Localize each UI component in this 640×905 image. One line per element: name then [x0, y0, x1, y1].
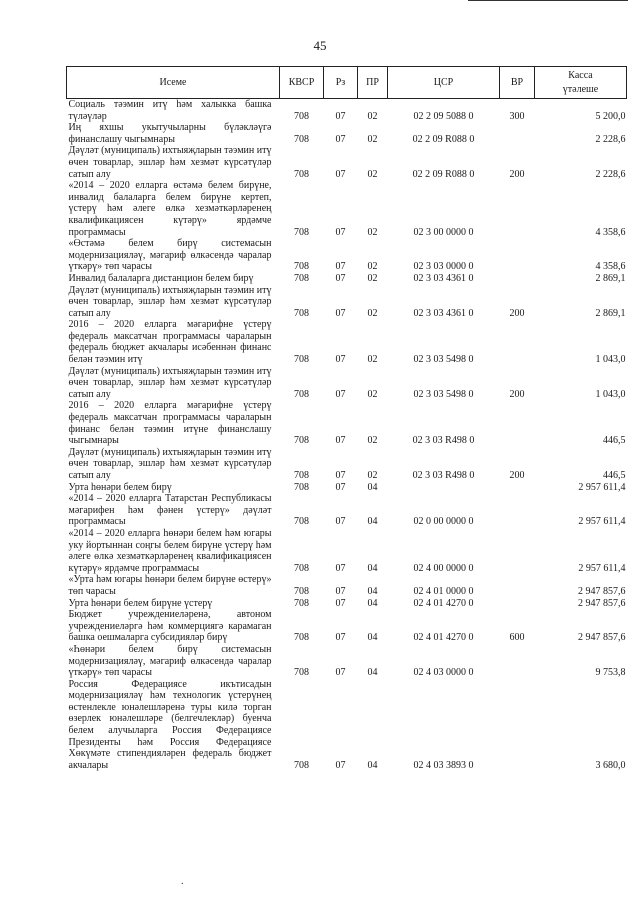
col-header-csr: ЦСР [388, 67, 500, 99]
cell-vr [500, 598, 535, 610]
table-row [67, 238, 627, 273]
cell-name: Социаль тәэмин итү һәм халыкка башка түләүләр [68, 99, 272, 122]
cell-name: «2014 – 2020 елларга һөнәри белем һәм югары уку йортыннан соңгы белем бирүне үстерү һәм әлеге өлкә хезмәткәрләренең квалификациясен күтәрү» ярдәмче программасы [68, 527, 272, 574]
table-row [67, 122, 627, 145]
cell-pr: 02 [367, 388, 378, 400]
cell-amount: 1 043,0 [595, 388, 626, 400]
cell-rz: 07 [335, 272, 346, 284]
cell-name: Дәүләт (муниципаль) ихтыяҗларын тәэмин итү өчен товарлар, эшләр һәм хезмәт күрсәтүләр сатып алу [68, 446, 272, 481]
cell-name: Урта һөнәри белем бирү [68, 481, 172, 493]
cell-pr: 04 [367, 759, 378, 771]
cell-amount: 4 358,6 [595, 261, 626, 273]
cell-name: Дәүләт (муниципаль) ихтыяҗларын тәэмин итү өчен товарлар, эшләр һәм хезмәт күрсәтүләр сатып алу [68, 145, 272, 180]
cell-name: Инвалид балаларга дистанцион белем бирү [68, 272, 254, 284]
cell-pr: 04 [367, 481, 378, 493]
top-rule [468, 0, 628, 1]
cell-pr: 02 [367, 272, 378, 284]
cell-name: «2014 – 2020 елларга Татарстан Республикасы мәгарифен һәм фәнен үстерү» дәүләт программасы [68, 493, 272, 528]
cell-vr [500, 238, 535, 273]
cell-csr: 02 2 09 R088 0 [412, 168, 475, 180]
cell-rz: 07 [335, 597, 346, 609]
col-header-cash-line1: Касса [568, 69, 593, 81]
cell-vr: 200 [509, 168, 525, 180]
cell-name: «Һөнәри белем бирү системасын модернизацияләү, мәгариф өлкәсендә чаралар үткәрү» төп чарасы [68, 643, 272, 679]
cell-vr [500, 319, 535, 365]
table-row [67, 319, 627, 365]
cell-pr: 04 [367, 667, 378, 679]
cell-rz: 07 [335, 759, 346, 771]
cell-name: Дәүләт (муниципаль) ихтыяҗларын тәэмин итү өчен товарлар, эшләр һәм хезмәт күрсәтүләр сатып алу [68, 365, 272, 400]
table-row [67, 285, 627, 320]
cell-pr: 02 [367, 261, 378, 273]
cell-vr: 600 [509, 632, 525, 644]
cell-amount: 2 957 611,4 [578, 516, 626, 528]
cell-rz: 07 [335, 481, 346, 493]
cell-name: Урта һөнәри белем бирүне үстерү [68, 597, 213, 609]
cell-pr: 04 [367, 632, 378, 644]
cell-kvsr: 708 [294, 261, 309, 273]
cell-pr: 02 [367, 133, 378, 145]
cell-csr: 02 3 03 R498 0 [412, 435, 475, 447]
table-body [67, 99, 627, 772]
cell-csr: 02 4 00 0000 0 [413, 562, 474, 574]
cell-vr: 200 [509, 388, 525, 400]
cell-csr: 02 4 03 3893 0 [413, 759, 474, 771]
cell-vr: 200 [509, 307, 525, 319]
cell-csr: 02 2 09 R088 0 [412, 133, 475, 145]
col-header-kvsr: КВСР [280, 67, 324, 99]
table-row [67, 609, 627, 644]
cell-pr: 02 [367, 110, 378, 122]
cell-amount: 1 043,0 [595, 354, 626, 366]
col-header-cash-line2: үтәлеше [562, 83, 599, 95]
cell-rz: 07 [335, 585, 346, 597]
cell-name: 2016 – 2020 елларга мәгарифне үстерү федераль максатчан программасы чараларын федераль бюджет акчалары исәбеннән финанс белән тәэмин итү [68, 319, 272, 366]
table-row [67, 679, 627, 772]
table-row [67, 145, 627, 180]
cell-csr: 02 3 03 5498 0 [413, 388, 474, 400]
col-header-vr: ВР [500, 67, 535, 99]
cell-vr [500, 180, 535, 238]
cell-kvsr: 708 [294, 168, 309, 180]
cell-amount: 446,5 [603, 435, 626, 447]
cell-name: Дәүләт (муниципаль) ихтыяҗларын тәэмин итү өчен товарлар, эшләр һәм хезмәт күрсәтүләр сатып алу [68, 284, 272, 319]
cell-amount: 5 200,0 [595, 110, 626, 122]
cell-kvsr: 708 [294, 632, 309, 644]
cell-vr [500, 122, 535, 145]
table-row [67, 482, 627, 494]
cell-rz: 07 [335, 435, 346, 447]
cell-kvsr: 708 [294, 354, 309, 366]
cell-amount: 2 947 857,6 [578, 585, 626, 597]
cell-amount: 2 947 857,6 [578, 597, 626, 609]
cell-rz: 07 [335, 226, 346, 238]
cell-amount: 2 228,6 [595, 133, 626, 145]
cell-kvsr: 708 [294, 272, 309, 284]
cell-csr: 02 3 03 0000 0 [413, 261, 474, 273]
cell-kvsr: 708 [294, 226, 309, 238]
cell-vr [500, 574, 535, 597]
cell-amount: 2 869,1 [595, 272, 626, 284]
cell-rz: 07 [335, 168, 346, 180]
table-row [67, 528, 627, 574]
cell-rz: 07 [335, 354, 346, 366]
cell-csr: 02 3 03 R498 0 [412, 470, 475, 481]
table-row [67, 598, 627, 610]
cell-vr [500, 644, 535, 679]
cell-kvsr: 708 [294, 562, 309, 574]
cell-amount: 2 869,1 [595, 307, 626, 319]
cell-pr: 04 [367, 516, 378, 528]
page-number: 45 [313, 38, 327, 53]
cell-pr: 04 [367, 597, 378, 609]
cell-vr [500, 679, 535, 772]
table-row [67, 447, 627, 482]
cell-kvsr: 708 [294, 597, 309, 609]
cell-name: «2014 – 2020 елларга өстәмә белем бирүне, инвалид балаларга белем бирүне кертеп, үстерү һәм әлеге өлкә хезмәткәрләренең квалификациясен күтәрү» ярдәмче программасы [68, 180, 272, 238]
cell-csr: 02 3 00 0000 0 [413, 226, 474, 238]
cell-rz: 07 [335, 261, 346, 273]
cell-name: Иң яхшы укытучыларны бүләкләүгә финанслашу чыгымнары [68, 122, 272, 145]
cell-kvsr: 708 [294, 470, 309, 481]
table-row [67, 644, 627, 679]
cell-pr: 04 [367, 562, 378, 574]
table-row [67, 493, 627, 528]
cell-rz: 07 [335, 667, 346, 679]
cell-rz: 07 [335, 388, 346, 400]
cell-csr: 02 4 01 4270 0 [413, 597, 474, 609]
cell-amount: 2 957 611,4 [578, 562, 626, 574]
cell-amount: 446,5 [603, 470, 626, 481]
cell-amount: 2 228,6 [595, 168, 626, 180]
cell-rz: 07 [335, 133, 346, 145]
cell-kvsr: 708 [294, 585, 309, 597]
cell-vr [500, 273, 535, 285]
cell-vr [500, 482, 535, 494]
cell-csr: 02 4 03 0000 0 [413, 667, 474, 679]
cell-kvsr: 708 [294, 388, 309, 400]
cell-kvsr: 708 [294, 307, 309, 319]
cell-rz: 07 [335, 632, 346, 644]
col-header-pr: ПР [358, 67, 388, 99]
cell-csr: 02 3 03 5498 0 [413, 354, 474, 366]
cell-amount: 2 957 611,4 [578, 481, 626, 493]
table-row [67, 400, 627, 446]
col-header-name: Исеме [67, 67, 280, 99]
cell-rz: 07 [335, 307, 346, 319]
cell-vr [500, 528, 535, 574]
cell-vr [500, 493, 535, 528]
cell-pr: 02 [367, 354, 378, 366]
cell-csr: 02 0 00 0000 0 [413, 516, 474, 528]
col-header-cash [535, 67, 627, 99]
cell-vr [500, 400, 535, 446]
table-row [67, 366, 627, 401]
cell-rz: 07 [335, 516, 346, 528]
cell-pr: 04 [367, 585, 378, 597]
cell-kvsr: 708 [294, 435, 309, 447]
cell-name: «Өстәмә белем бирү системасын модернизацияләү, мәгариф өлкәсендә чаралар үткәрү» төп чарасы [68, 238, 272, 273]
cell-pr: 02 [367, 435, 378, 447]
cell-kvsr: 708 [294, 667, 309, 679]
table-row [67, 273, 627, 285]
cell-rz: 07 [335, 110, 346, 122]
cell-name: «Урта һәм югары һөнәри белем бирүне өстерү» төп чарасы [68, 574, 272, 597]
cell-kvsr: 708 [294, 516, 309, 528]
cell-amount: 2 947 857,6 [578, 632, 626, 644]
cell-kvsr: 708 [294, 110, 309, 122]
cell-name: Россия Федерациясе икътисадын модернизацияләү һәм технологик үстерүнең өстенлекле юнәлешләренә туры килә торган өзерлек юнәлешләре (белгечлекләр) буенча белем алучыларга Россия Федерациясе Президенты һәм Россия Федерациясе Хөкүмәте стипендияләрен федераль бюджет акчалары [68, 678, 272, 771]
table-row [67, 180, 627, 238]
cell-csr: 02 4 01 0000 0 [413, 585, 474, 597]
cell-rz: 07 [335, 470, 346, 481]
cell-vr: 300 [509, 110, 525, 122]
cell-kvsr: 708 [294, 759, 309, 771]
cell-name: 2016 – 2020 елларга мәгарифне үстерү федераль максатчан программасы чараларын финанс белән тәэмин итүне финанслашу чыгымнары [68, 400, 272, 447]
budget-table [66, 66, 627, 771]
table-row [67, 99, 627, 123]
cell-pr: 02 [367, 470, 378, 481]
cell-vr: 200 [509, 470, 525, 481]
cell-amount: 4 358,6 [595, 226, 626, 238]
cell-amount: 9 753,8 [595, 667, 626, 679]
cell-csr: 02 4 01 4270 0 [413, 632, 474, 644]
col-header-rz: Рз [324, 67, 358, 99]
cell-csr: 02 3 03 4361 0 [413, 272, 474, 284]
cell-pr: 02 [367, 168, 378, 180]
cell-kvsr: 708 [294, 133, 309, 145]
footer-mark: . [181, 876, 184, 887]
cell-name: Бюджет учреждениеләренә, автоном учреждениеләргә һәм коммерциягә карамаган башка оешмаларга субсидияләр бирү [68, 609, 272, 644]
cell-kvsr: 708 [294, 481, 309, 493]
cell-pr: 02 [367, 226, 378, 238]
cell-rz: 07 [335, 562, 346, 574]
table-header-row [67, 67, 627, 99]
cell-amount: 3 680,0 [595, 759, 626, 771]
cell-csr: 02 3 03 4361 0 [413, 307, 474, 319]
table-row [67, 574, 627, 597]
cell-pr: 02 [367, 307, 378, 319]
cell-csr [388, 482, 500, 494]
cell-csr: 02 2 09 5088 0 [413, 110, 474, 122]
